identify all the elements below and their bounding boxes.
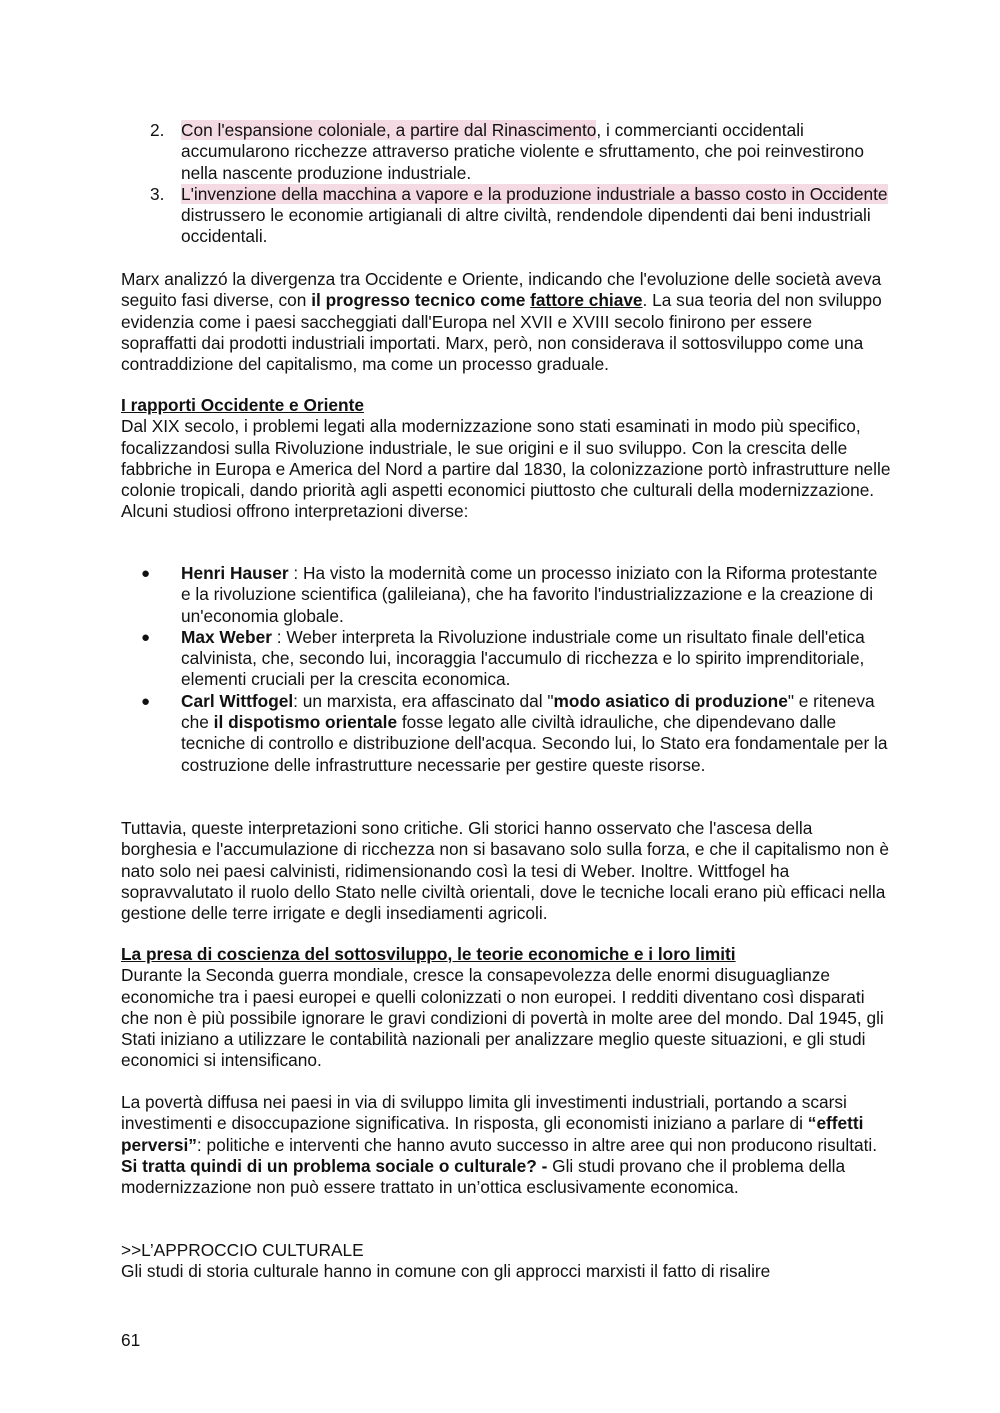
bullet-marker: ● (141, 692, 151, 710)
numbered-list (121, 120, 891, 248)
paragraph-text: Tuttavia, queste interpretazioni sono critiche. Gli storici hanno osservato che l'ascesa della borghesia e l'accumulazione di ricchezza non si basavano solo sulla forza, e che il capitalismo non è nato solo nei paesi calvinisti, ridimensionando così la tesi di Weber. Inoltre. Wittfogel ha sopravvalutato il ruolo dello Stato nelle civiltà orientali, dove le tecniche locali erano più efficaci nella gestione delle terre irrigate e degli insediamenti agricoli. (121, 818, 889, 924)
section-body: Dal XIX secolo, i problemi legati alla modernizzazione sono stati esaminati in modo più specifico, focalizzandosi sulla Rivoluzione industriale, le sue origini e il suo sviluppo. Con la crescita delle fabbriche in Europa e America del Nord a partire dal 1830, la colonizzazione portò infrastrutture nelle colonie tropicali, dando priorità agli aspetti economici piuttosto che culturali della modernizzazione. (121, 416, 891, 501)
bold-text: il progresso tecnico come (311, 290, 531, 311)
section-heading: I rapporti Occidente e Oriente (121, 395, 364, 415)
person-name: Max Weber (181, 626, 272, 647)
person-name: Henri Hauser (181, 563, 289, 583)
paragraph-text: Marx analizzó la divergenza tra Occidente e Oriente, indicando che l'evoluzione delle società aveva seguito fasi diverse, con (121, 269, 882, 311)
person-name: Carl Wittfogel (181, 690, 294, 711)
list-item-weber (121, 627, 891, 691)
paragraph-text: : politiche e interventi che hanno avuto successo in altre aree qui non producono risultati. (196, 1134, 878, 1155)
bold-text: modo asiatico di produzione (553, 690, 788, 711)
bold-text: Si tratta quindi di un problema sociale o culturale? - (121, 1155, 548, 1176)
highlighted-text: L'invenzione della macchina a vapore e la produzione industriale a basso costo in Occidente (181, 183, 888, 204)
list-item-text: fosse legato alle civiltà idrauliche, che dipendevano dalle tecniche di controllo e distribuzione dell'acqua. Secondo lui, lo Stato era fondamentale per la costruzione delle infrastrutture necessarie per gestire queste risorse. (181, 712, 888, 775)
tuttavia-paragraph (121, 818, 891, 924)
paragraph-text: Gli studi provano che il problema della modernizzazione non può essere trattato in un’ottica esclusivamente economica. (121, 1155, 846, 1198)
list-item (121, 184, 891, 248)
list-item-text: : Ha visto la modernità come un processo iniziato con la Riforma protestante e la rivoluzione scientifica (galileiana), che ha favorito l'industrializzazione e la creazione di un'economia globale. (181, 563, 878, 626)
bullet-list (121, 563, 891, 776)
section-body: Gli studi di storia culturale hanno in comune con gli approcci marxisti il fatto di risalire (121, 1261, 771, 1282)
marx-paragraph (121, 269, 891, 375)
paragraph-text: . La sua teoria del non sviluppo evidenzia come i paesi saccheggiati dall'Europa nel XVII e XVIII secolo finirono per essere sopraffatti dai prodotti industriali importati. Marx, però, non considerava il sottosviluppo come una contraddizione del capitalismo, ma come un processo graduale. (121, 290, 882, 375)
list-item-text: : un marxista, era affascinato dal " (293, 690, 554, 711)
section-heading: La presa di coscienza del sottosviluppo, le teorie economiche e i loro limiti (121, 944, 736, 964)
list-item-text: distrussero le economie artigianali di altre civiltà, rendendole dipendenti dai beni industriali occidentali. (181, 205, 871, 247)
list-number: 2. (150, 120, 165, 140)
section-intro: Alcuni studiosi offrono interpretazioni diverse: (121, 501, 469, 522)
list-number: 3. (150, 183, 165, 204)
list-item-text: " e riteneva che (181, 690, 875, 733)
bold-text: il dispotismo orientale (213, 712, 398, 733)
bullet-marker: ● (141, 628, 151, 646)
section-rapporti (121, 395, 891, 523)
list-item (121, 120, 891, 184)
list-item-text: , i commercianti occidentali accumularono ricchezze attraverso pratiche violente e sfruttamento, che poi reinvestirono nella nascente produzione industriale. (181, 120, 864, 183)
section-body: Durante la Seconda guerra mondiale, cresce la consapevolezza delle enormi disuguaglianze economiche tra i paesi europei e quelli colonizzati o non europei. I redditi diventano così disparati che non è più possibile ignorare le gravi condizioni di povertà in molte aree del mondo. Dal 1945, gli Stati iniziano a utilizzare le contabilità nazionali per analizzare meglio queste situazioni, e gli studi economici si intensificano. (121, 965, 884, 1071)
list-item-wittfogel (121, 691, 891, 776)
list-item-text: : Weber interpreta la Rivoluzione industriale come un risultato finale dell'etica calvinista, che, secondo lui, incoraggia l'accumulo di ricchezza e lo spirito imprenditoriale, elementi cruciali per la crescita economica. (181, 626, 865, 690)
paragraph-text: La povertà diffusa nei paesi in via di sviluppo limita gli investimenti industriali, portando a scarsi investimenti e disoccupazione significativa. In risposta, gli economisti iniziano a parlare di (121, 1092, 847, 1134)
list-item-hauser (121, 563, 891, 627)
bold-text: “effetti perversi” (121, 1113, 864, 1155)
bullet-marker: ● (141, 565, 151, 582)
highlighted-text: Con l'espansione coloniale, a partire dal Rinascimento (181, 120, 597, 140)
section-presa (121, 944, 891, 1072)
section-approccio (121, 1240, 891, 1283)
page-number: 61 (121, 1330, 141, 1350)
bold-underlined-text: fattore chiave (530, 290, 643, 311)
poverty-paragraph (121, 1092, 891, 1198)
section-heading: >>L’APPROCCIO CULTURALE (121, 1240, 364, 1260)
